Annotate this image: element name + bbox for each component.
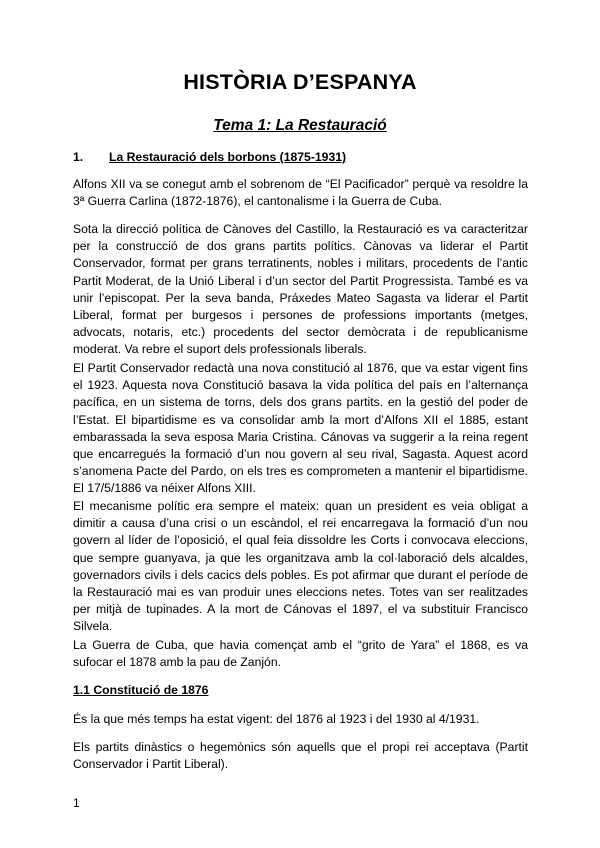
paragraph-mecanisme: El mecanisme polític era sempre el mateix: quan un president es veia obligat a dimitir a causa d’una crisi o un escàndol, el rei encarregava la formació d’un nou govern al líder de l’oposició, el qual feia dissoldre les Corts i convocava eleccions, que sempre guanyava, ja que les organitzava amb la col·laboració dels alcaldes, governadors civils i dels cacics dels pobles. Es pot afirmar que durant el període de la Restauració mai es van produir unes eleccions netes. Totes van ser realitzades per mitjà de tupinades. A la mort de Cánovas el 1897, el va substituir Francisco Silvela. — [73, 499, 528, 634]
paragraph-constitucio: El Partit Conservador redactà una nova constitució al 1876, que va estar vigent fins el 1923. Aquesta nova Constitució basava la vida política del país en l’alternança pacífica, en un sistema de torns, dels dos grans partits. en la gestió del poder de l’Estat. El bipartidisme es va consolidar amb la mort d’Alfons XII el 1885, estant embarassada la seva esposa Maria Cristina. Cánovas va suggerir a la reina regent que encarregués la formació d’un nou govern al seu rival, Sagasta. Aquest acord s’anomena Pacte del Pardo, on els tres es comprometen a mantenir el bipartidisme. El 17/5/1886 va néixer Alfons XIII. — [73, 361, 528, 496]
paragraph-partits: Sota la direcció política de Cànoves del Castillo, la Restauració es va caracteritzar per la construcció de dos grans partits polítics. Cànovas va liderar el Partit Conservador, format per grans terratinents, nobles i militars, procedents de l’antic Partit Moderat, de la Unió Liberal i d’un sector del Partit Progressista. També es va unir l’episcopat. Per la seva banda, Práxedes Mateo Sagasta va liderar el Partit Liberal, format per burgesos i persones de professions importants (metges, advocats, notaris, etc.) procedents del sector demòcrata i de republicanisme moderat. Va rebre el suport dels professionals liberals. — [73, 222, 528, 357]
topic-title: Tema 1: La Restauració — [213, 117, 387, 134]
paragraph-dinastics: Els partits dinàstics o hegemònics són aquells que el propi rei acceptava (Partit Conservador i Partit Liberal). — [73, 740, 528, 772]
paragraph-cuba: La Guerra de Cuba, que havia començat amb el “grito de Yara” el 1868, es va sufocar el 1878 amb la pau de Zanjón. — [73, 638, 528, 670]
subsection-heading: 1.1 Constitució de 1876 — [73, 683, 209, 697]
section-title: La Restauració dels borbons (1875-1931) — [109, 150, 347, 164]
section-number: 1. — [73, 150, 84, 164]
section-heading — [73, 150, 346, 164]
paragraph-pacificador: Alfons XII va se conegut amb el sobrenom de “El Pacificador” perquè va resoldre la 3ª Guerra Carlina (1872-1876), el cantonalisme i la Guerra de Cuba. — [73, 177, 528, 209]
document-title: HISTÒRIA D’ESPANYA — [183, 70, 417, 94]
page-number: 1 — [73, 796, 80, 810]
paragraph-vigencia: És la que més temps ha estat vigent: del 1876 al 1923 i del 1930 al 4/1931. — [73, 712, 480, 726]
